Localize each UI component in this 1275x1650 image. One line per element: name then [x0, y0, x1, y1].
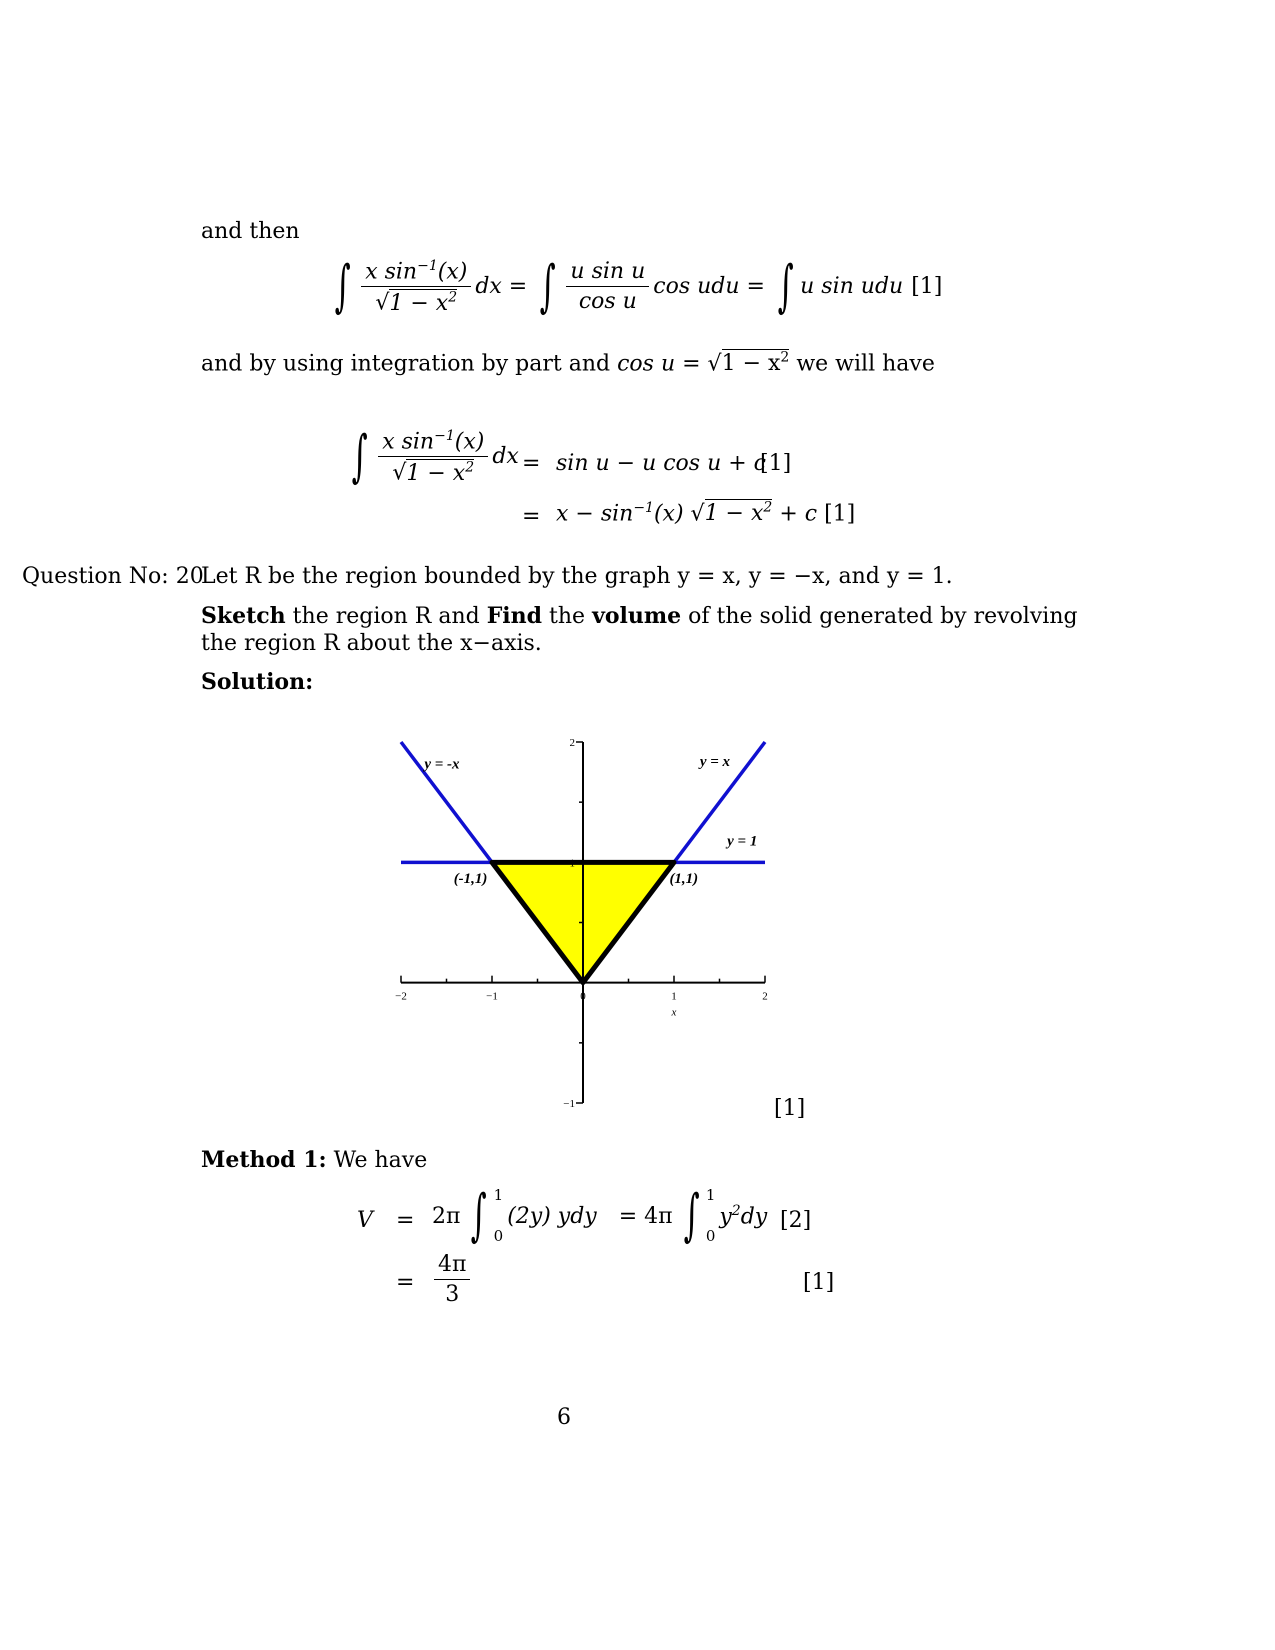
mark: [1]	[760, 451, 792, 476]
integral-sign: ∫	[351, 423, 368, 489]
solution-heading: Solution:	[201, 669, 314, 695]
result-fraction: $\frac{4\pi}{3}$	[430, 1252, 474, 1307]
y-tick-label: 1	[569, 857, 575, 870]
question-line3: the region R about the x−axis.	[201, 631, 542, 656]
equation-2-row1: sin u − u cos u + c	[556, 451, 766, 476]
label-point-left: (-1,1)	[453, 870, 488, 887]
equation-1	[328, 253, 943, 319]
label-y-neg-x: y = -x	[424, 756, 460, 773]
x-axis-label: x	[671, 1006, 677, 1019]
chart-mark: [1]	[774, 1096, 806, 1121]
equals-sign: =	[522, 451, 541, 476]
equals-sign: =	[522, 504, 541, 529]
integral-sign: ∫	[683, 1183, 700, 1248]
usinudu: u sin udu	[800, 274, 904, 300]
label-y-1: y = 1	[727, 833, 758, 850]
integration-by-parts-line: and by using integration by part and $\cos u = √1 - x^2$ we will have	[201, 350, 935, 377]
integral-limits: 1 0	[493, 1186, 504, 1245]
mark: [2]	[780, 1208, 812, 1233]
equation-2-row2: $x - \sin^{-1}(x) √1 - x^2 + c$ [1]	[556, 500, 856, 527]
integral-sign: ∫	[777, 253, 794, 319]
volume-V: V	[357, 1208, 373, 1233]
label-y-x: y = x	[699, 754, 731, 771]
x-tick-label: 0	[580, 990, 586, 1003]
x-tick-label: −1	[486, 990, 498, 1003]
fraction: $\frac{\text{u sin u}}{\text{cos u}}$	[566, 259, 649, 314]
intro-text: and then	[201, 219, 300, 244]
dx-equals: dx =	[475, 274, 528, 300]
x-tick-label: 2	[762, 990, 768, 1003]
label-point-right: (1,1)	[669, 870, 699, 887]
region-sketch	[380, 730, 800, 1120]
equals-sign: =	[396, 1270, 415, 1295]
volume-integral: 2π ∫ 1 0 (2y) ydy = 4π ∫ 1 0 $y^2dy$	[432, 1183, 768, 1248]
x-tick-label: 1	[671, 990, 677, 1003]
mark: [1]	[803, 1270, 835, 1295]
y-tick-label: 2	[569, 737, 575, 749]
page-number: 6	[557, 1405, 571, 1430]
fraction: $\frac{x \sin^{-1}(x)}{√1 - x^2}$	[378, 428, 488, 486]
y-tick-label: −1	[563, 1098, 575, 1110]
integral-sign: ∫	[334, 253, 351, 319]
question-text: Let R be the region bounded by the graph y = x, y = −x, and y = 1.	[201, 564, 953, 589]
question-line2: Sketch the region R and Find the volume of the solid generated by revolving	[201, 603, 1078, 629]
method-heading: Method 1: We have	[201, 1147, 428, 1173]
integral-sign: ∫	[539, 253, 556, 319]
mark: [1]	[911, 274, 943, 300]
question-label: Question No: 20	[22, 564, 204, 589]
integral-sign: ∫	[471, 1183, 488, 1248]
cos-udu: cos udu =	[653, 274, 765, 300]
equation-2-lhs: ∫ $\frac{x \sin^{-1}(x)}{√1 - x^2}$ dx	[351, 423, 519, 489]
x-tick-label: −2	[395, 990, 407, 1003]
fraction: $\frac{x \sin^{-1}(x)}{√1 - x^2}$	[361, 258, 471, 316]
equals-sign: =	[396, 1208, 415, 1233]
integral-limits: 1 0	[705, 1186, 716, 1245]
